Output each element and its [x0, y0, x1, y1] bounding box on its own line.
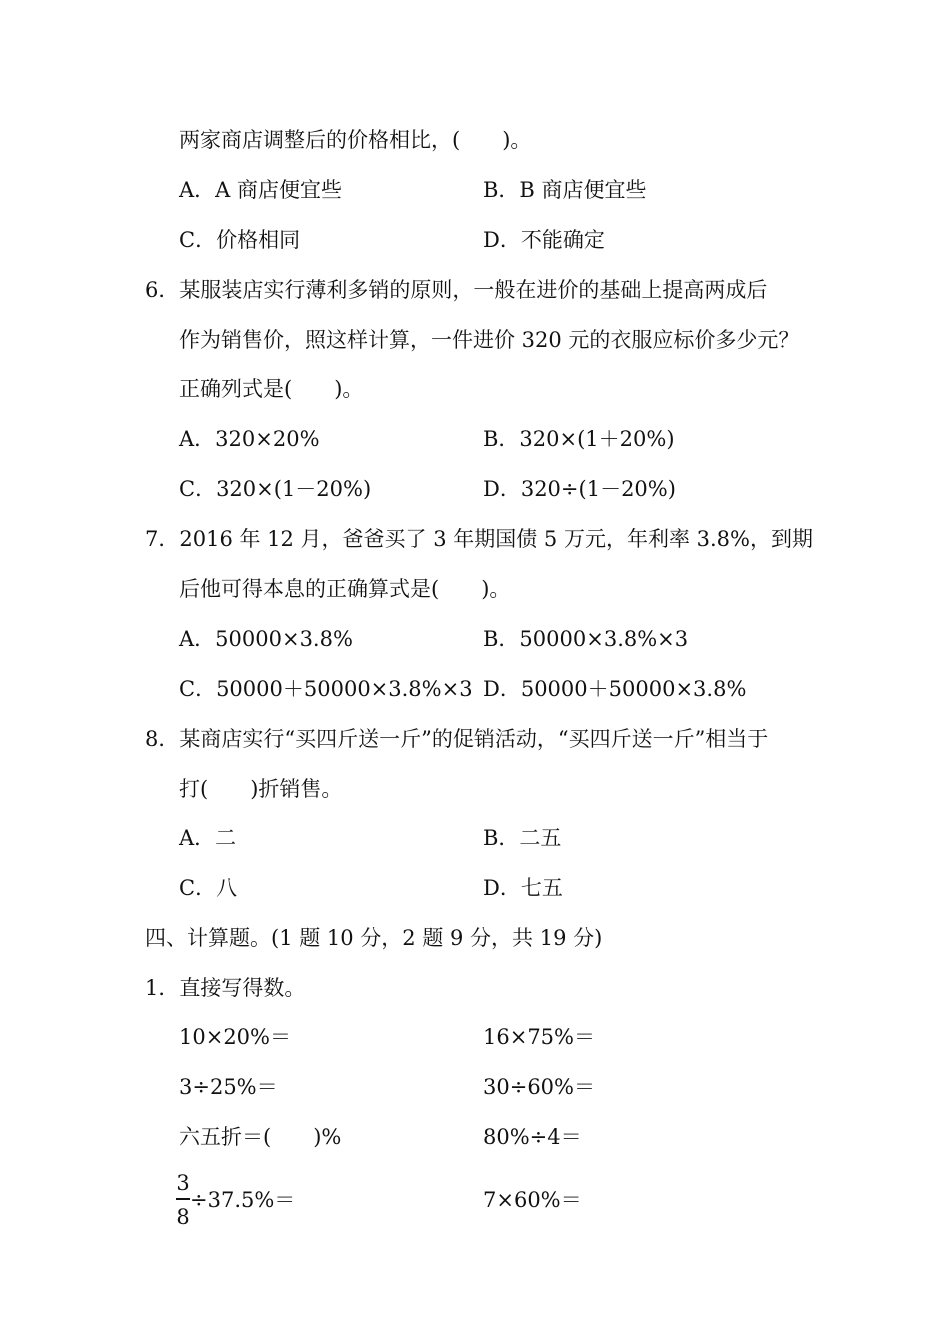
- calc-r2-left: 3÷25%＝: [179, 1075, 278, 1099]
- calc-r4-left-rest: ÷37.5%＝: [190, 1188, 296, 1212]
- q8-option-b[interactable]: B．二五: [483, 826, 562, 850]
- q5-option-c[interactable]: C．价格相同: [179, 228, 301, 252]
- q7-option-a[interactable]: A．50000×3.8%: [179, 627, 353, 651]
- q7-text-line1: 7．2016 年 12 月，爸爸买了 3 年期国债 5 万元，年利率 3.8%，到期: [145, 527, 813, 551]
- q8-text-line1: 8．某商店实行“买四斤送一斤”的促销活动，“买四斤送一斤”相当于: [145, 727, 769, 751]
- q6-text-line1: 6．某服装店实行薄利多销的原则，一般在进价的基础上提高两成后: [145, 278, 768, 302]
- q6-option-c[interactable]: C．320×(1－20%): [179, 477, 372, 501]
- q8-text-line2: 打( )折销售。: [179, 777, 343, 801]
- q6-text-line2: 作为销售价，照这样计算，一件进价 320 元的衣服应标价多少元？: [179, 328, 800, 352]
- calc-r2-right: 30÷60%＝: [483, 1075, 595, 1099]
- q6-text-line3: 正确列式是( )。: [179, 377, 364, 401]
- q5-option-b[interactable]: B．B 商店便宜些: [483, 178, 647, 202]
- calc-r1-right: 16×75%＝: [483, 1025, 595, 1049]
- q7-option-d[interactable]: D．50000＋50000×3.8%: [483, 677, 747, 701]
- q8-option-d[interactable]: D．七五: [483, 876, 563, 900]
- fraction-numerator: 3: [176, 1171, 190, 1195]
- q5-option-a[interactable]: A．A 商店便宜些: [179, 178, 343, 202]
- q7-option-b[interactable]: B．50000×3.8%×3: [483, 627, 689, 651]
- q8-option-c[interactable]: C．八: [179, 876, 238, 900]
- calc-r1-left: 10×20%＝: [179, 1025, 291, 1049]
- q6-option-b[interactable]: B．320×(1＋20%): [483, 427, 675, 451]
- section4-heading: 四、计算题。(1 题 10 分，2 题 9 分，共 19 分): [145, 926, 603, 950]
- calc-r3-right: 80%÷4＝: [483, 1125, 582, 1149]
- q7-option-c[interactable]: C．50000＋50000×3.8%×3: [179, 677, 473, 701]
- fraction-bar: [176, 1198, 190, 1200]
- q5-text-tail: 两家商店调整后的价格相比，( )。: [179, 128, 532, 152]
- q6-option-d[interactable]: D．320÷(1－20%): [483, 477, 676, 501]
- q5-option-d[interactable]: D．不能确定: [483, 228, 605, 252]
- section4-item1-title: 1．直接写得数。: [145, 976, 306, 1000]
- calc-r4-right: 7×60%＝: [483, 1188, 582, 1212]
- fraction-denominator: 8: [176, 1205, 190, 1229]
- q8-option-a[interactable]: A．二: [179, 826, 237, 850]
- calc-r3-left: 六五折＝( )%: [179, 1125, 342, 1149]
- q7-text-line2: 后他可得本息的正确算式是( )。: [179, 577, 511, 601]
- q6-option-a[interactable]: A．320×20%: [179, 427, 320, 451]
